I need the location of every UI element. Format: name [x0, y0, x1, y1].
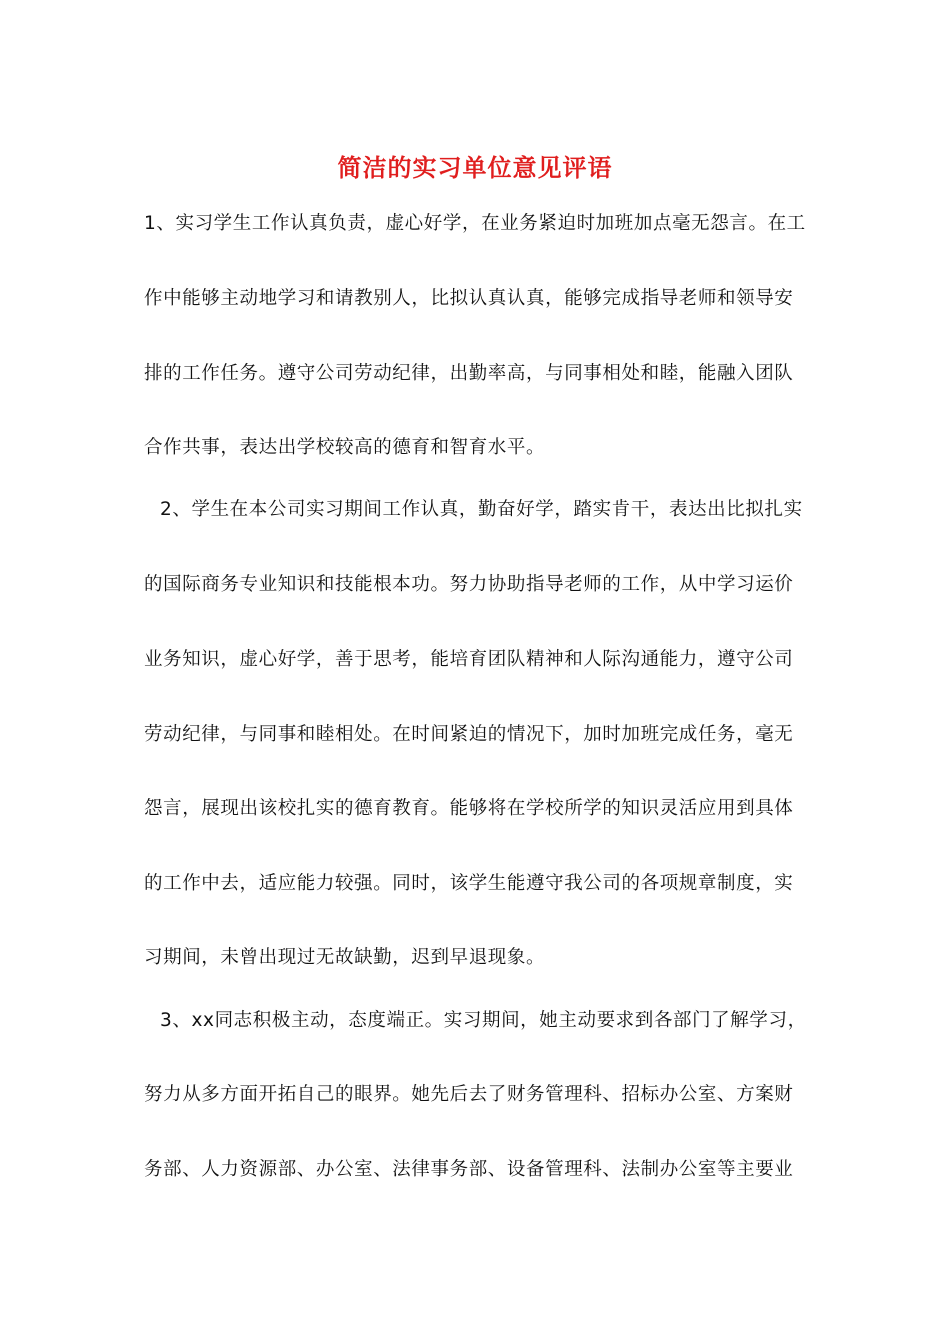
paragraph-2-line-5: 怨言，展现出该校扎实的德育教育。能够将在学校所学的知识灵活应用到具体	[144, 798, 794, 819]
paragraph-2-line-3: 业务知识，虚心好学，善于思考，能培育团队精神和人际沟通能力，遵守公司	[144, 649, 794, 670]
document-title: 简洁的实习单位意见评语	[337, 153, 613, 182]
paragraph-2-line-6: 的工作中去，适应能力较强。同时，该学生能遵守我公司的各项规章制度，实	[144, 873, 794, 894]
paragraph-3-line-2: 努力从多方面开拓自己的眼界。她先后去了财务管理科、招标办公室、方案财	[144, 1084, 794, 1105]
paragraph-2-line-7: 习期间，未曾出现过无故缺勤，迟到早退现象。	[144, 947, 546, 968]
paragraph-1-line-4: 合作共事，表达出学校较高的德育和智育水平。	[144, 437, 546, 458]
paragraph-1-line-2: 作中能够主动地学习和请教别人，比拟认真认真，能够完成指导老师和领导安	[144, 288, 794, 309]
paragraph-2-line-4: 劳动纪律，与同事和睦相处。在时间紧迫的情况下，加时加班完成任务，毫无	[144, 724, 794, 745]
paragraph-2-line-2: 的国际商务专业知识和技能根本功。努力协助指导老师的工作，从中学习运价	[144, 574, 794, 595]
paragraph-3-line-3: 务部、人力资源部、办公室、法律事务部、设备管理科、法制办公室等主要业	[144, 1159, 794, 1180]
paragraph-1-line-1: 1、实习学生工作认真负责，虚心好学，在业务紧迫时加班加点毫无怨言。在工	[144, 213, 806, 234]
paragraph-3-line-1: 3、xx同志积极主动，态度端正。实习期间，她主动要求到各部门了解学习，	[160, 1010, 807, 1031]
paragraph-1-line-3: 排的工作任务。遵守公司劳动纪律，出勤率高，与同事相处和睦，能融入团队	[144, 363, 794, 384]
paragraph-2-line-1: 2、学生在本公司实习期间工作认真，勤奋好学，踏实肯干，表达出比拟扎实	[160, 499, 803, 520]
